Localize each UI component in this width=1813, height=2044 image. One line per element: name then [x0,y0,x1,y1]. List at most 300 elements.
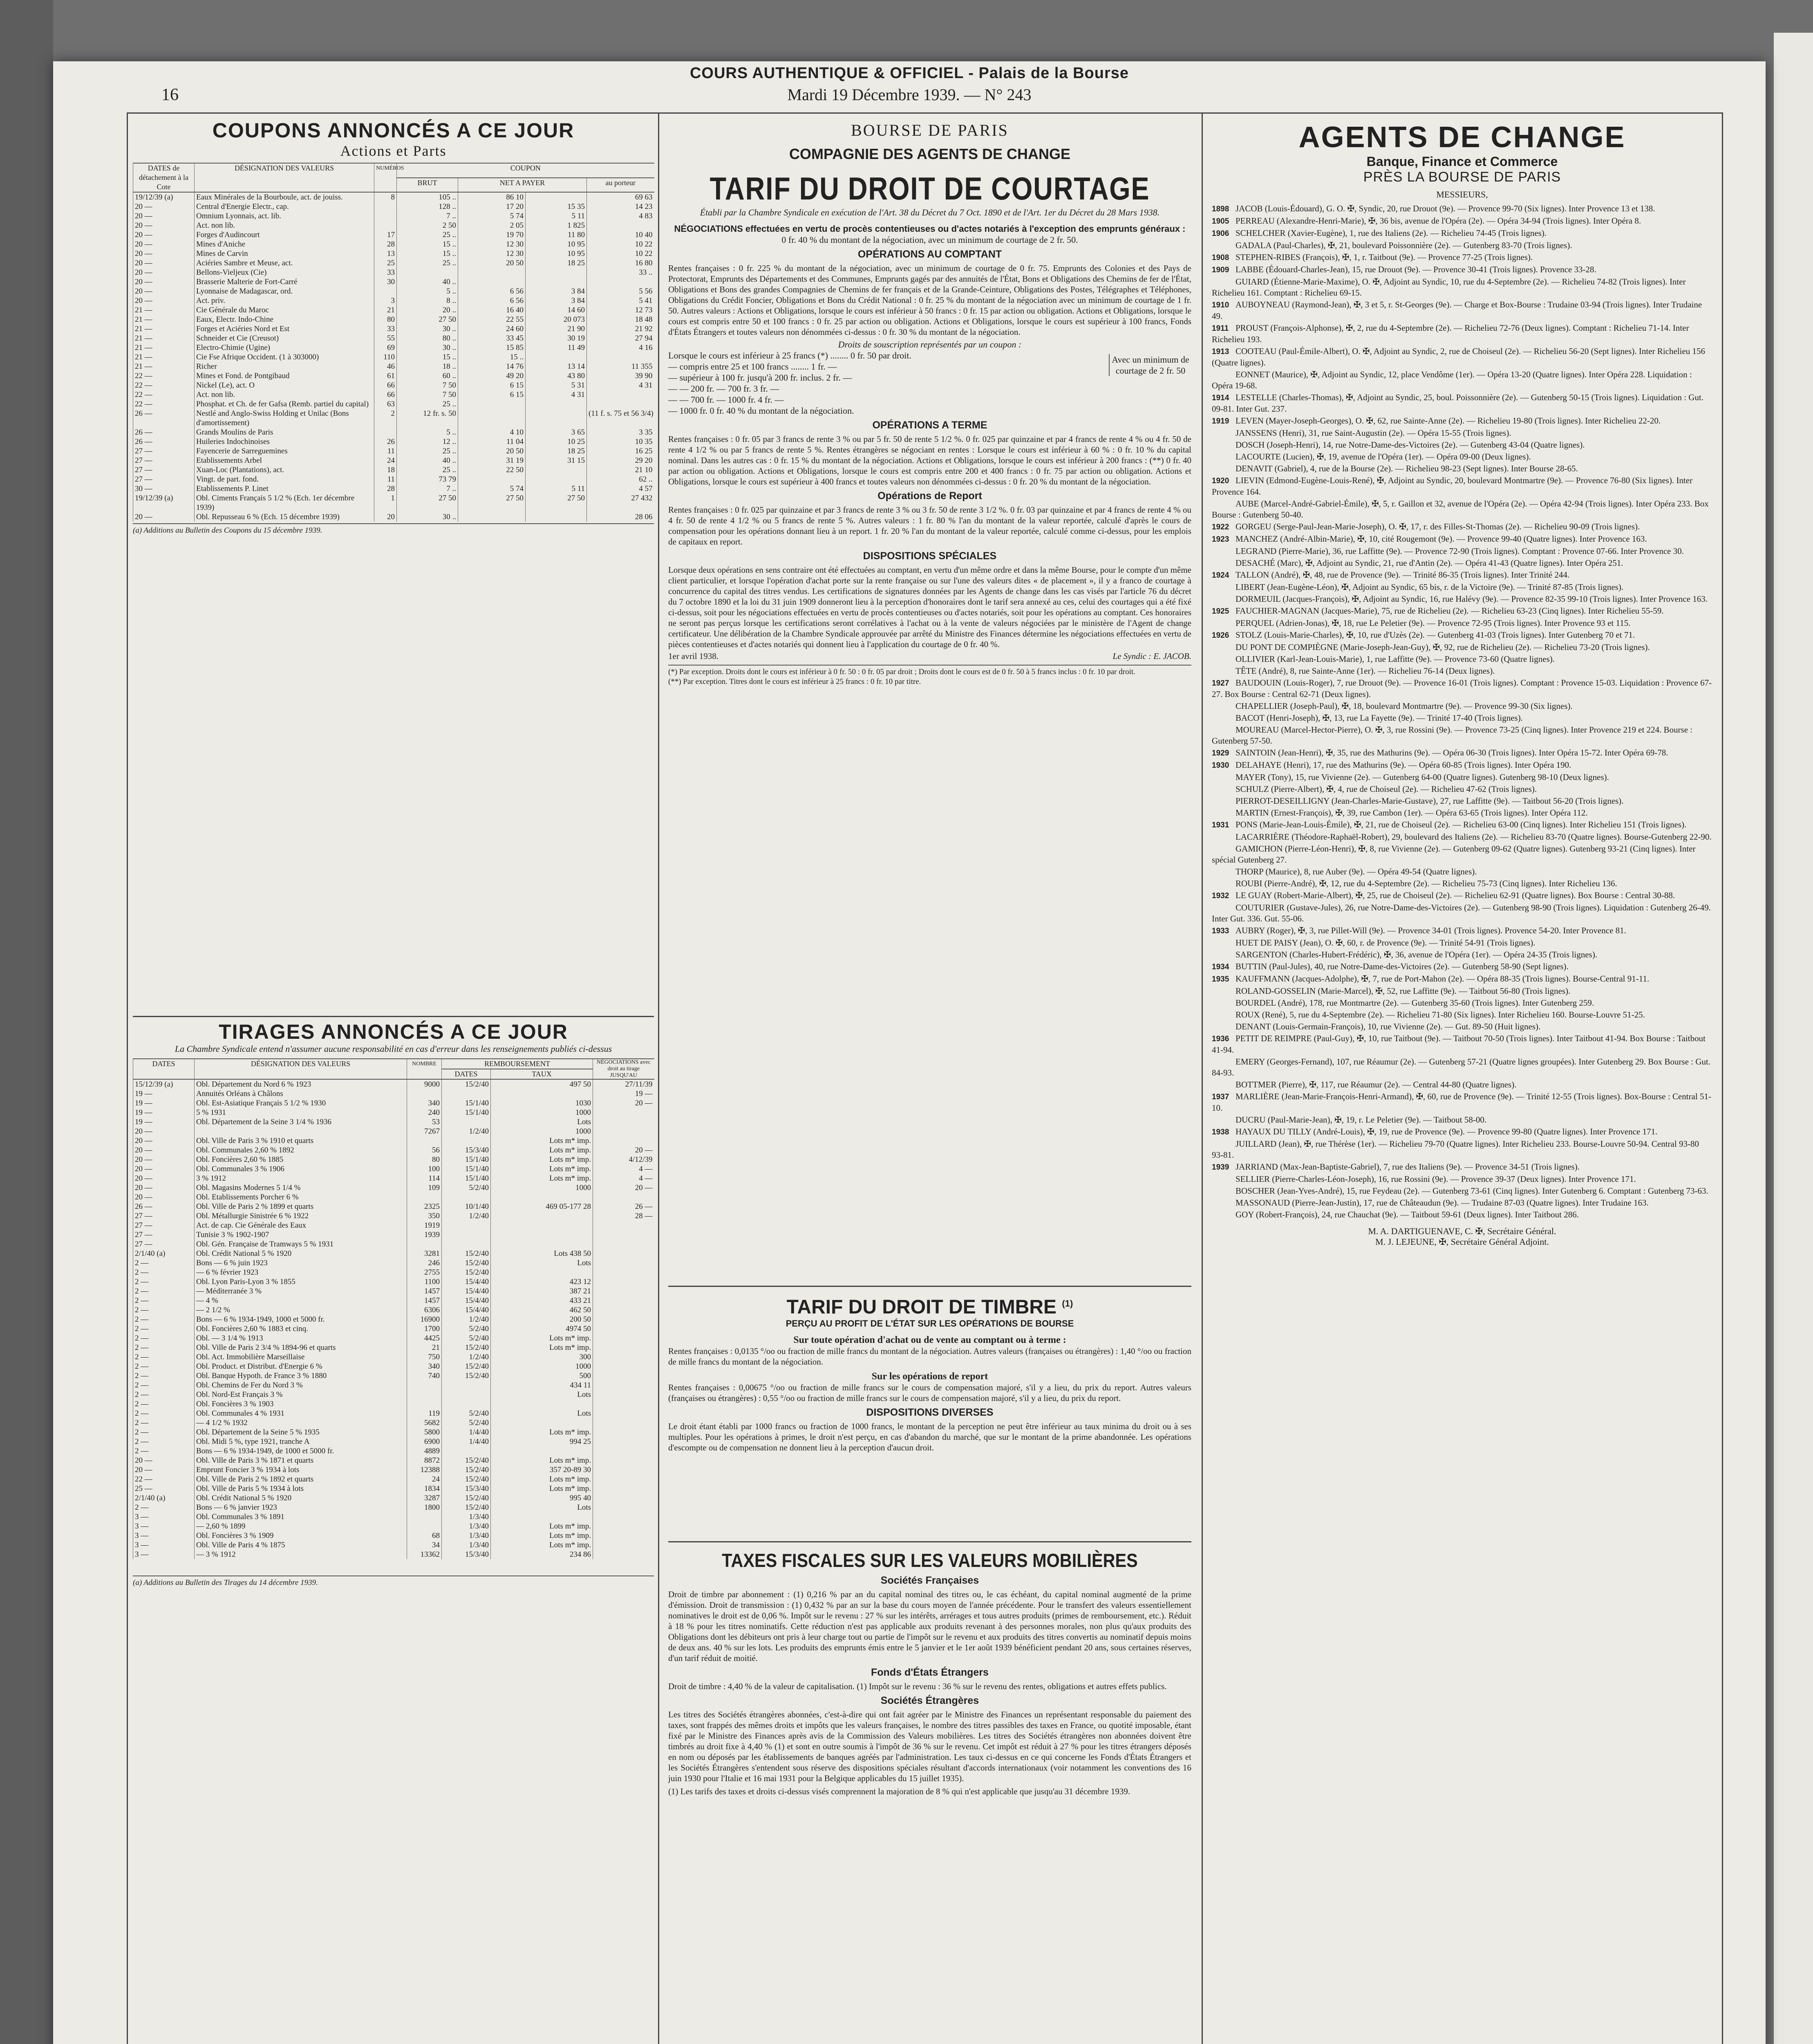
table-cell: 22 — [133,390,195,399]
table-cell: Mines et Fond. de Pontgibaud [195,371,374,381]
table-row [133,1258,654,1268]
table-cell: 2 — [133,1381,195,1390]
table-row [133,221,654,230]
table-cell: 4 — [593,1174,654,1183]
table-cell: Obl. Ville de Paris 2 % 1899 et quarts [195,1202,407,1211]
table-cell: 5682 [407,1418,442,1428]
table-cell: 21 — [133,362,195,371]
droits-row: — — 700 fr. — 1000 fr. 4 fr. — [668,394,784,405]
agent-entry [1212,1139,1712,1161]
table-cell: 3287 [407,1493,442,1503]
table-cell: 2 — [133,1428,195,1437]
table-cell: 6 15 [458,381,526,390]
table-cell: 1100 [407,1277,442,1286]
table-cell [195,1127,407,1136]
table-cell: 995 40 [491,1493,593,1503]
table-cell: 15/3/40 [442,1550,491,1559]
agent-entry [1212,1197,1712,1208]
table-cell: 3 % 1912 [195,1174,407,1183]
table-cell: Obl. Ville de Paris 3 % 1910 et quarts [195,1136,407,1145]
col-header-porteur: au porteur [587,178,654,193]
agent-entry [1212,1186,1712,1197]
agent-details: COOTEAU (Paul-Émile-Albert), O. ✠, Adjoint au Syndic, 2, rue de Choiseul (2e). — Richelieu 56-20 (Sept lignes). Inter Richelieu 156 (Quatre lignes). [1212,346,1706,368]
table-cell: 20 .. [397,305,458,315]
table-row [133,399,654,409]
agent-details: SARGENTON (Charles-Hubert-Frédéric), ✠, 36, avenue de l'Opéra (1er). — Opéra 24-35 (Trois lignes). [1236,950,1598,959]
table-cell: 1939 [407,1230,442,1239]
agent-entry [1212,475,1712,498]
col-header-dates: DATES [133,1059,195,1079]
table-cell: 2 — [133,1352,195,1362]
table-cell: 2/1/40 (a) [133,1249,195,1258]
table-cell: Lots m* imp. [491,1522,593,1531]
table-cell: Obl. Crédit National 5 % 1920 [195,1493,407,1503]
table-row [133,1183,654,1192]
table-row [133,437,654,446]
table-cell: Lots m* imp. [491,1456,593,1465]
table-cell: Eaux, Electr. Indo-Chine [195,315,374,324]
table-cell: 11 80 [526,230,587,240]
table-cell: 21 [374,305,397,315]
table-cell: Forges d'Audincourt [195,230,374,240]
table-cell: 4889 [407,1446,442,1456]
agent-entry [1212,713,1712,724]
table-cell: Obl. Product. et Distribut. d'Energie 6 % [195,1362,407,1371]
table-cell [374,202,397,211]
table-cell: 3 — [133,1522,195,1531]
table-row [133,465,654,475]
table-cell: 11 [374,475,397,484]
table-cell: 20 50 [458,258,526,268]
table-cell: 5 56 [587,287,654,296]
table-row [133,1315,654,1324]
agent-details: SCHELCHER (Xavier-Eugène), 1, rue des Italiens (2e). — Richelieu 74-45 (Trois lignes). [1236,228,1547,238]
table-cell [587,399,654,409]
courtage-date: 1er avril 1938. [668,651,719,661]
agent-entry [1212,463,1712,474]
agent-details: MANCHEZ (André-Albin-Marie), ✠, 10, cité Rougemont (9e). — Provence 99-40 (Quatre lignes). Inter Provence 163. [1236,534,1647,544]
table-cell: 21 — [133,315,195,324]
agent-details: GADALA (Paul-Charles), ✠, 21, boulevard Poissonnière (2e). — Gutenberg 83-70 (Trois lignes). [1236,240,1572,250]
agent-year: 1913 [1212,347,1229,356]
table-cell: Bons — 6 % janvier 1923 [195,1503,407,1512]
table-cell: 20 50 [458,446,526,456]
agent-details: EONNET (Maurice), ✠, Adjoint au Syndic, 12, place Vendôme (1er). — Opéra 13-20 (Quatre lignes). Inter Opéra 228. Liquidation : Opéra 19-68. [1212,370,1692,390]
table-cell [593,1484,654,1493]
agent-entry [1212,451,1712,462]
table-cell: 15 .. [397,249,458,258]
agents-subtitle2: PRÈS LA BOURSE DE PARIS [1363,169,1561,185]
agent-entry [1212,1056,1712,1078]
table-cell: 27 — [133,1221,195,1230]
table-cell: Obl. Chemins de Fer du Nord 3 % [195,1381,407,1390]
table-cell: 12388 [407,1465,442,1475]
agent-details: EMERY (Georges-Fernand), 107, rue Réaumur (2e). — Gutenberg 57-21 (Quatre lignes groupées). Inter Gutenberg 29. Box Bourse : Gut. 84-93. [1212,1057,1711,1078]
agent-entry [1212,937,1712,948]
agent-entry [1212,902,1712,924]
agent-entry [1212,1174,1712,1185]
coupons-footnote: (a) Additions au Bulletin des Coupons du 15 décembre 1939. [133,523,654,550]
table-cell [526,192,587,202]
table-cell [407,1399,442,1409]
table-cell [407,1522,442,1531]
table-cell: 22 — [133,399,195,409]
table-cell: 20 — [133,1155,195,1164]
agent-details: MAYER (Tony), 15, rue Vivienne (2e). — Gutenberg 64-00 (Quatre lignes). Gutenberg 98-10 (Deux lignes). [1236,772,1609,782]
table-cell: 14 23 [587,202,654,211]
table-row [133,1079,654,1089]
courtage-syndic: Le Syndic : E. JACOB. [1112,651,1191,661]
table-cell: Etablissements P. Linet [195,484,374,493]
table-cell: 13 14 [526,362,587,371]
taxes-etr-title: Sociétés Étrangères [880,1695,979,1706]
table-cell [593,1381,654,1390]
table-row [133,230,654,240]
table-cell: 12 30 [458,249,526,258]
table-row [133,1437,654,1446]
agent-details: LABBE (Édouard-Charles-Jean), 15, rue Drouot (9e). — Provence 30-41 (Trois lignes). Provence 33-28. [1236,264,1596,274]
taxes-fr-title: Sociétés Françaises [880,1575,979,1586]
table-cell [458,409,526,428]
table-cell: 1 [374,493,397,512]
table-cell: 2 — [133,1277,195,1286]
table-cell: 19/12/39 (a) [133,192,195,202]
table-cell: 10 40 [587,230,654,240]
op-report-title: Opérations de Report [877,490,982,502]
table-cell: 33 45 [458,334,526,343]
agent-year: 1929 [1212,749,1229,758]
table-cell: 2 05 [458,221,526,230]
agent-details: LACOURTE (Lucien), ✠, 19, avenue de l'Opéra (1er). — Opéra 09-00 (Deux lignes). [1236,452,1531,462]
table-cell: 20 — [133,202,195,211]
table-cell: Obl. Repusseau 6 % (Ech. 15 décembre 1939) [195,512,374,522]
table-cell: — 3 % 1912 [195,1550,407,1559]
coupons-section [133,119,654,550]
droits-list [668,350,1101,416]
bourse-label: BOURSE DE PARIS [851,121,1009,139]
table-row [133,1512,654,1522]
section-divider [133,1016,654,1017]
table-cell: 40 .. [397,456,458,465]
table-cell: 5/2/40 [442,1183,491,1192]
agent-entry [1212,772,1712,783]
timbre-divers-title: DISPOSITIONS DIVERSES [866,1407,994,1418]
dispositions-text: Lorsque deux opérations en sens contraire ont été effectuées au comptant, en vertu d'un même ordre et dans la même Bourse, pour le compte d'un même client particulier, et lorsque l'opération d'achat porte sur la rente française ou sur l'une des valeurs dites « de placement », il y a franco de courtage à concurrence du capital des titres vendus. Les certifications de signatures données par les Agents de change dans les cas visés par l'article 76 du décret du 7 octobre 1890 et la loi du 31 juin 1909 donneront lieu à la perception d'honoraires dont le tarif sera annexé au ces, celui des courtages qui a été fixé ci-dessus, soit pour les négociations effectuées en vertu de procès contentieuses ou d'actes notariés, soit pour les opérations au comptant. Ces honoraires ne seront pas perçus lorsque les certifications seront corrélatives à l'achat ou à la vente de valeurs négociées par le ministère de l'Agent de change certificateur. Une délibération de la Chambre Syndicale approuvée par arrêté du Ministre des Finances détermine les négociations effectuées en vertu de pièces contentieuses et d'actes notariés qui donnent lieu à l'application du courtage de 0 fr. 40 %. [668,565,1191,649]
tirages-table [133,1058,654,1559]
agent-details: STOLZ (Louis-Marie-Charles), ✠, 10, rue d'Uzès (2e). — Gutenberg 41-03 (Trois lignes). Inter Gutenberg 70 et 71. [1236,630,1635,640]
table-cell [407,1512,442,1522]
table-cell: 2 50 [397,221,458,230]
table-row [133,1522,654,1531]
agent-details: LE GUAY (Robert-Marie-Albert), ✠, 25, rue de Choiseul (2e). — Richelieu 62-91 (Quatre lignes). Box Bourse : Central 30-88. [1236,890,1675,900]
table-cell: 16900 [407,1315,442,1324]
agent-details: BAUDOUIN (Louis-Roger), 7, rue Drouot (9e). — Provence 16-01 (Trois lignes). Comptant : Provence 15-03. Liquidation : Provence 67-27. Box Bourse : Central 62-71 (Deux lignes). [1212,678,1712,699]
table-cell: 27 94 [587,334,654,343]
table-cell: 3 — [133,1531,195,1540]
table-cell: Lots m* imp. [491,1428,593,1437]
table-row [133,352,654,362]
table-cell: 22 — [133,381,195,390]
agent-details: ROUX (René), 5, rue du 4-Septembre (2e). — Richelieu 71-80 (Six lignes). Inter Richelieu 160. Bourse-Louvre 51-25. [1236,1010,1645,1020]
table-row [133,192,654,202]
coupons-rows [133,192,654,522]
col-header-remboursement: REMBOURSEMENT [442,1059,593,1069]
agent-entry [1212,843,1712,865]
table-cell: 6 56 [458,287,526,296]
agent-details: FAUCHIER-MAGNAN (Jacques-Marie), 75, rue de Richelieu (2e). — Richelieu 63-23 (Cinq lignes). Inter Richelieu 55-59. [1236,606,1664,616]
table-cell: Obl. Nord-Est Français 3 % [195,1390,407,1399]
table-cell: Act. non lib. [195,221,374,230]
table-cell: Obl. Département de la Seine 5 % 1935 [195,1428,407,1437]
dispositions-title: DISPOSITIONS SPÉCIALES [863,550,997,562]
table-cell: 2 — [133,1409,195,1418]
table-cell: 15 85 [458,343,526,352]
table-cell: Obl. Crédit National 5 % 1920 [195,1249,407,1258]
table-cell: 15/2/40 [442,1493,491,1503]
agent-details: PONS (Marie-Jean-Louis-Émile), ✠, 21, rue de Choiseul (2e). — Richelieu 63-00 (Cinq lignes). Inter Richelieu 151 (Trois lignes). [1236,820,1687,829]
table-cell: 5 .. [397,428,458,437]
table-cell: 63 [374,399,397,409]
table-cell: 2 — [133,1418,195,1428]
table-cell: Obl. Communales 3 % 1906 [195,1164,407,1174]
agent-entry [1212,807,1712,818]
table-cell: Vingt. de part. fond. [195,475,374,484]
table-row [133,1550,654,1559]
table-cell: 27 50 [458,493,526,512]
table-cell: 80 .. [397,334,458,343]
table-cell: Electro-Chimie (Ugine) [195,343,374,352]
table-row [133,1098,654,1108]
table-cell: 1834 [407,1484,442,1493]
table-cell: Cie Fse Afrique Occident. (1 à 303000) [195,352,374,362]
agent-entry [1212,642,1712,653]
table-cell: Nickel (Le), act. O [195,381,374,390]
table-cell: 5 41 [587,296,654,305]
agent-entry [1212,428,1712,439]
agent-year: 1920 [1212,477,1229,485]
adjacent-page-edge [1774,33,1813,2044]
timbre-section [668,1296,1191,1453]
table-row [133,456,654,465]
agent-entry [1212,1126,1712,1138]
table-cell [491,1221,593,1230]
agent-details: DENANT (Louis-Germain-François), 10, rue Vivienne (2e). — Gut. 89-50 (Huit lignes). [1236,1022,1541,1031]
agent-details: LIBERT (Jean-Eugène-Léon), ✠, Adjoint au Syndic, 65 bis, r. de la Victoire (9e). — Trinité 87-85 (Trois lignes). [1236,582,1624,592]
agent-year: 1910 [1212,301,1229,309]
table-cell: 20 — [133,268,195,277]
table-cell: 33 .. [587,268,654,277]
op-terme-title: OPÉRATIONS A TERME [872,419,987,431]
agents-title: AGENTS DE CHANGE [1298,121,1626,154]
table-cell: Obl. Magasins Modernes 5 1/4 % [195,1183,407,1192]
page-date: Mardi 19 Décembre 1939. — N° 243 [787,85,1032,104]
table-cell: 19 — [133,1089,195,1098]
table-cell: 80 [374,315,397,324]
table-cell: 61 [374,371,397,381]
table-cell: 2755 [407,1268,442,1277]
table-row [133,512,654,522]
taxes-etr-text: Les titres des Sociétés étrangères abonnées, c'est-à-dire qui ont fait agréer par le Ministre des Finances un représentant responsable du paiement des taxes, sont frappés des mêmes droits et impôts que les valeurs françaises, le nombre des titres passibles des taxes en France, ou quotité imposable, étant fixé par le Ministre des Finances après avis de la Commission des Valeurs mobilières. Les titres des Sociétés étrangères non abonnées doivent être timbrés au droit fixe à 4,40 % (1) et sont en outre soumis à l'impôt de 36 % sur le revenu. Cet impôt est réduit à 27 % pour les titres étrangers déposés en nom ou déposés par les établissements de banques agréés par l'administration. Les taux ci-dessus en ce qui concerne les Fonds d'États Étrangers et les Sociétés Étrangères s'entendent sous réserve des dispositions spéciales résultant d'accords internationaux (voir notamment les conventions des 16 juin 1930 pour l'Italie et 16 mai 1931 pour la Belgique applicables du 15 juillet 1935). [668,1710,1191,1783]
col-header-negociations: NÉGOCIATIONS avec droit au tirage JUSQU'AU [593,1059,654,1079]
table-cell: Act. non lib. [195,390,374,399]
table-cell: 15 .. [397,240,458,249]
nego-text: 0 fr. 40 % du montant de la négociation, avec un minimum de courtage de 2 fr. 50. [781,235,1078,245]
table-cell: 21 — [133,352,195,362]
agent-year: 1925 [1212,607,1229,616]
table-cell: 24 [407,1475,442,1484]
table-cell: 1919 [407,1221,442,1230]
agent-details: DOSCH (Joseph-Henri), 14, rue Notre-Dame-des-Victoires (2e). — Gutenberg 43-04 (Quatre lignes). [1236,440,1585,450]
table-cell: 5/2/40 [442,1418,491,1428]
agent-details: CHAPELLIER (Joseph-Paul), ✠, 18, boulevard Montmartre (9e). — Provence 99-30 (Six lignes). [1236,701,1573,711]
table-cell: Mines d'Aniche [195,240,374,249]
agent-year: 1934 [1212,963,1229,971]
droits-row: — supérieur à 100 fr. jusqu'à 200 fr. inclus. 2 fr. — [668,372,852,383]
tirages-title: TIRAGES ANNONCÉS A CE JOUR [219,1020,568,1043]
table-cell: 20 — [133,221,195,230]
table-cell: 4 83 [587,211,654,221]
table-cell: 10 25 [526,437,587,446]
courtage-intro: Établi par la Chambre Syndicale en exécution de l'Art. 38 du Décret du 7 Oct. 1890 et de l'Art. 1er du Décret du 28 Mars 1938. [700,207,1160,217]
agent-entry [1212,1114,1712,1125]
agent-details: DU PONT DE COMPIÈGNE (Marie-Joseph-Jean-Guy), ✠, 92, rue de Richelieu (2e). — Richelieu 73-20 (Trois lignes). [1236,642,1650,652]
table-cell: 500 [491,1371,593,1381]
agent-details: LESTELLE (Charles-Thomas), ✠, Adjoint au Syndic, 25, boul. Poissonnière (2e). — Gutenberg 50-15 (Trois lignes). Liquidation : Gut. 09-81. Inter Gut. 237. [1212,392,1704,414]
table-row [133,409,654,428]
table-cell: 340 [407,1362,442,1371]
agent-details: SELLIER (Pierre-Charles-Léon-Joseph), 16, rue Rossini (9e). — Provence 39-37 (Deux lignes). Inter Provence 171. [1236,1174,1636,1184]
table-cell: 5 .. [397,287,458,296]
table-cell [491,1230,593,1239]
table-cell [593,1399,654,1409]
col-header-coupon: COUPON [397,163,654,178]
table-cell: Lots [491,1390,593,1399]
table-cell [407,1381,442,1390]
table-cell: 433 21 [491,1296,593,1305]
table-cell: 1/4/40 [442,1437,491,1446]
table-cell: 27 — [133,456,195,465]
table-cell: 27 — [133,446,195,456]
table-cell: 15/2/40 [442,1258,491,1268]
table-cell: 15/2/40 [442,1268,491,1277]
table-row [133,1465,654,1475]
table-row [133,1136,654,1145]
agent-entry [1212,203,1712,215]
table-cell: 22 55 [458,315,526,324]
table-cell: 25 — [133,1484,195,1493]
agent-entry [1212,760,1712,771]
table-cell: Act. de cap. Cie Générale des Eaux [195,1221,407,1230]
table-cell: 14 60 [526,305,587,315]
table-cell: Lots m* imp. [491,1155,593,1164]
table-cell: 2 — [133,1362,195,1371]
table-cell: 1/2/40 [442,1315,491,1324]
table-row [133,1343,654,1352]
col-header-numeros: NUMÉROS [374,163,397,192]
table-cell: Obl. Département du Nord 6 % 1923 [195,1079,407,1089]
table-cell: 31 19 [458,456,526,465]
table-row [133,1268,654,1277]
timbre-title: TARIF DU DROIT DE TIMBRE [786,1296,1057,1318]
table-cell: 1700 [407,1324,442,1334]
agent-details: COUTURIER (Gustave-Jules), 26, rue Notre-Dame-des-Victoires (2e). — Gutenberg 98-90 (Trois lignes). Liquidation : Gutenberg 26-49. Inter Gut. 336. Gut. 55-06. [1212,903,1711,923]
table-cell [593,1493,654,1503]
table-cell: Obl. Banque Hypoth. de France 3 % 1880 [195,1371,407,1381]
agent-entry [1212,252,1712,263]
table-cell: 5 31 [526,381,587,390]
table-cell: 2 — [133,1334,195,1343]
table-cell [491,1512,593,1522]
table-cell: — 4 1/2 % 1932 [195,1418,407,1428]
table-cell: 27 — [133,1211,195,1221]
table-row [133,1399,654,1409]
table-cell [526,399,587,409]
agent-entry [1212,949,1712,960]
table-cell: 19 — [593,1089,654,1098]
table-row [133,1371,654,1381]
agent-entry [1212,1033,1712,1056]
table-cell: Omnium Lyonnais, act. lib. [195,211,374,221]
agent-entry [1212,997,1712,1009]
table-cell: 20 — [133,211,195,221]
minimum-note: Avec un minimum de courtage de 2 fr. 50 [1109,354,1191,376]
table-cell [491,1399,593,1409]
table-cell: 1000 [491,1127,593,1136]
table-cell [593,1136,654,1145]
table-cell: 22 — [133,1475,195,1484]
table-cell: 11 04 [458,437,526,446]
table-row [133,1381,654,1390]
table-cell: 12 fr. s. 50 [397,409,458,428]
table-row [133,362,654,371]
table-cell: 15/2/40 [442,1249,491,1258]
table-row [133,1127,654,1136]
timbre-report-text: Rentes françaises : 0,00675 °/oo ou fraction de mille francs sur le cours de compensation majoré, s'il y a lieu, du prix du report. Autres valeurs (françaises ou étrangères) : 0,55 °/oo ou fraction de mille francs sur le cours de compensation majoré, s'il y a lieu, du prix du report. [668,1383,1191,1403]
table-row [133,1089,654,1098]
table-cell: Obl. Etablissements Porcher 6 % [195,1192,407,1202]
table-row [133,1286,654,1296]
droits-row: — 1000 fr. 0 fr. 40 % du montant de la négociation. [668,406,854,416]
agent-entry [1212,1091,1712,1114]
table-cell: 9000 [407,1079,442,1089]
table-cell [526,268,587,277]
coupons-subtitle: Actions et Parts [340,143,447,159]
table-cell: 21 — [133,343,195,352]
table-cell: 10 22 [587,240,654,249]
table-cell: Fayencerie de Sarreguemines [195,446,374,456]
table-cell: 11 [374,446,397,456]
table-row [133,1192,654,1202]
table-cell: 110 [374,352,397,362]
table-cell: 5/2/40 [442,1334,491,1343]
agent-entry [1212,666,1712,677]
table-cell [593,1192,654,1202]
agent-details: GOY (Robert-François), 24, rue Chauchat (9e). — Taitbout 59-61 (Deux lignes). Inter Taitbout 286. [1236,1210,1579,1219]
table-cell [593,1409,654,1418]
table-cell: Etablissements Arbel [195,456,374,465]
table-cell: Nestlé and Anglo-Swiss Holding et Unilac (Bons d'amortissement) [195,409,374,428]
table-cell [442,1089,491,1098]
table-cell: 4 10 [458,428,526,437]
table-cell: 2 — [133,1399,195,1409]
table-cell: 15/2/40 [442,1475,491,1484]
table-cell: Lots [491,1409,593,1418]
agent-year: 1909 [1212,266,1229,274]
agent-details: LEVEN (Mayer-Joseph-Georges), O. ✠, 62, rue Sainte-Anne (2e). — Richelieu 19-80 (Trois lignes). Inter Richelieu 22-20. [1236,416,1661,426]
agent-details: TÊTE (André), 8, rue Sainte-Anne (1er). — Richelieu 76-14 (Deux lignes). [1236,666,1495,676]
table-cell: 29 20 [587,456,654,465]
table-row [133,1456,654,1465]
